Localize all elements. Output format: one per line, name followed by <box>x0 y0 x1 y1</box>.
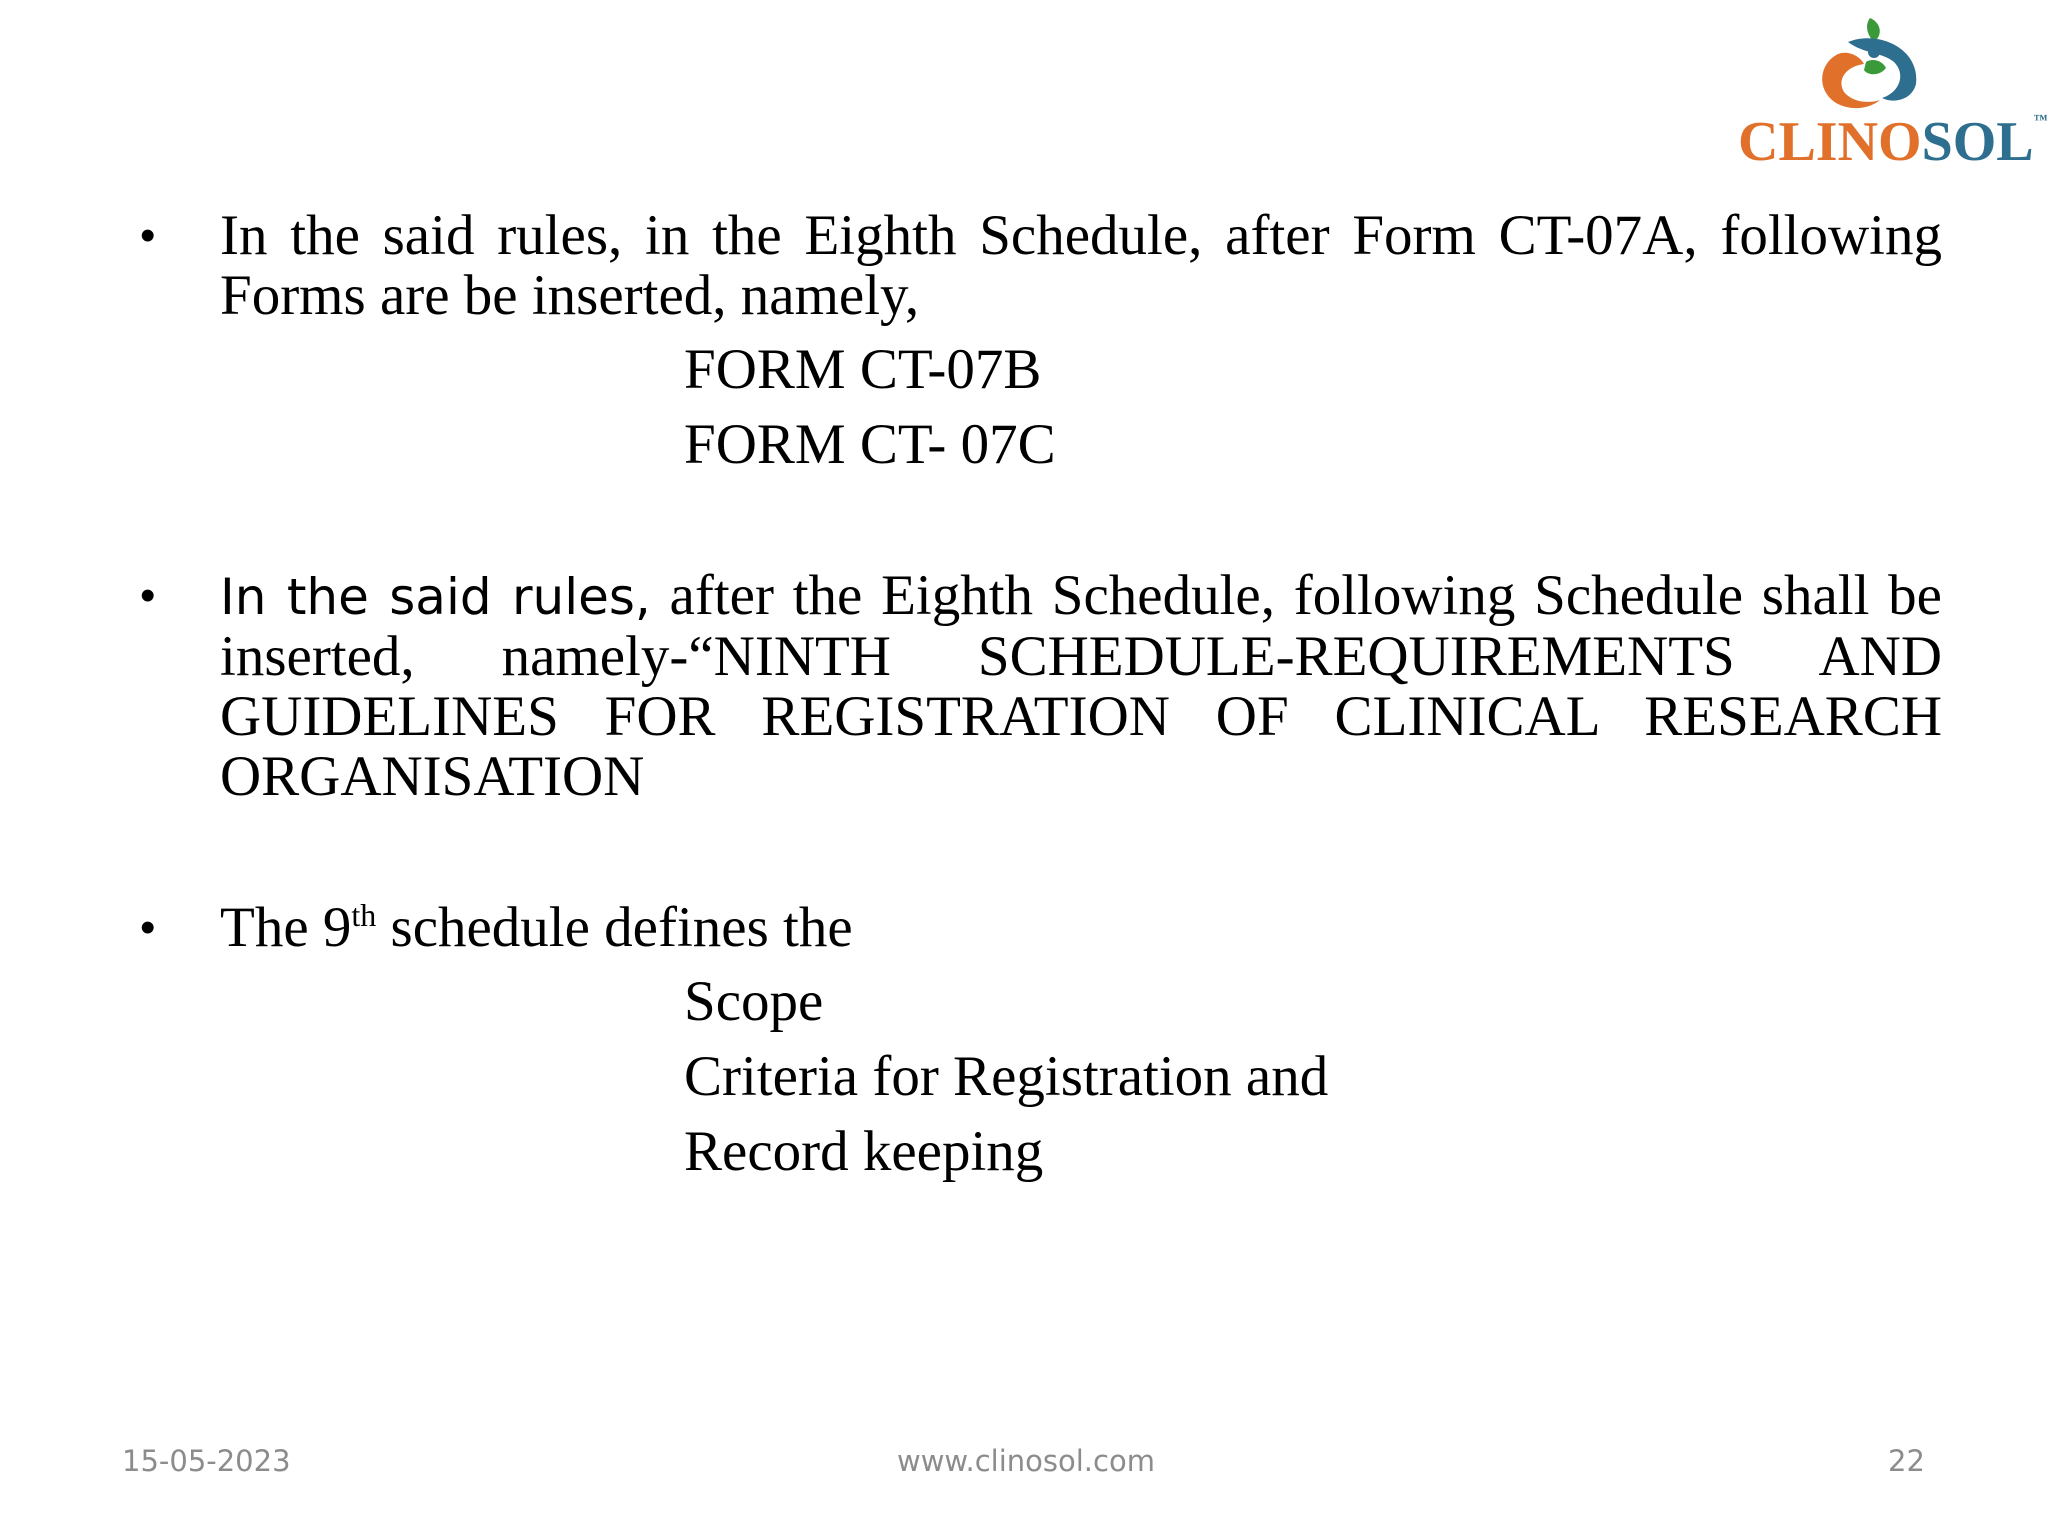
bullet-2-lead: In the said rules, <box>220 568 651 626</box>
criteria-item: Criteria for Registration and <box>684 1045 1329 1108</box>
bullet-3-marker: • <box>140 903 156 952</box>
superscript-th: th <box>351 897 377 933</box>
form-ct-07b-label: FORM CT-07B <box>684 338 1042 401</box>
form-ct-07c-label: FORM CT- 07C <box>684 413 1056 476</box>
scope-item: Scope <box>684 970 824 1033</box>
clinosol-logo <box>1728 12 2048 173</box>
record-keeping-item: Record keeping <box>684 1120 1044 1183</box>
bullet-2-marker: • <box>140 571 156 620</box>
footer-website: www.clinosol.com <box>897 1444 1155 1478</box>
footer-date: 15-05-2023 <box>122 1444 291 1478</box>
bullet-2-text <box>220 566 1942 807</box>
logo-wordmark: CLINOSOL™ <box>1738 111 2048 173</box>
bullet-3-text: The 9th schedule defines the <box>220 896 853 959</box>
bullet-2-body: after the Eighth Schedule, following Schedule shall be inserted, namely-“NINTH SCHEDULE-REQUIREMENTS AND GUIDELINES FOR REGISTRATION OF CLINICAL RESEARCH ORGANISATION <box>220 564 1942 808</box>
bullet-1-marker: • <box>140 211 156 260</box>
bullet-1-text: In the said rules, in the Eighth Schedule, after Form CT-07A, following Forms are be inserted, namely, <box>220 204 1942 327</box>
logo-emblem-icon <box>1808 12 1938 112</box>
footer-page-number: 22 <box>1888 1444 1925 1478</box>
